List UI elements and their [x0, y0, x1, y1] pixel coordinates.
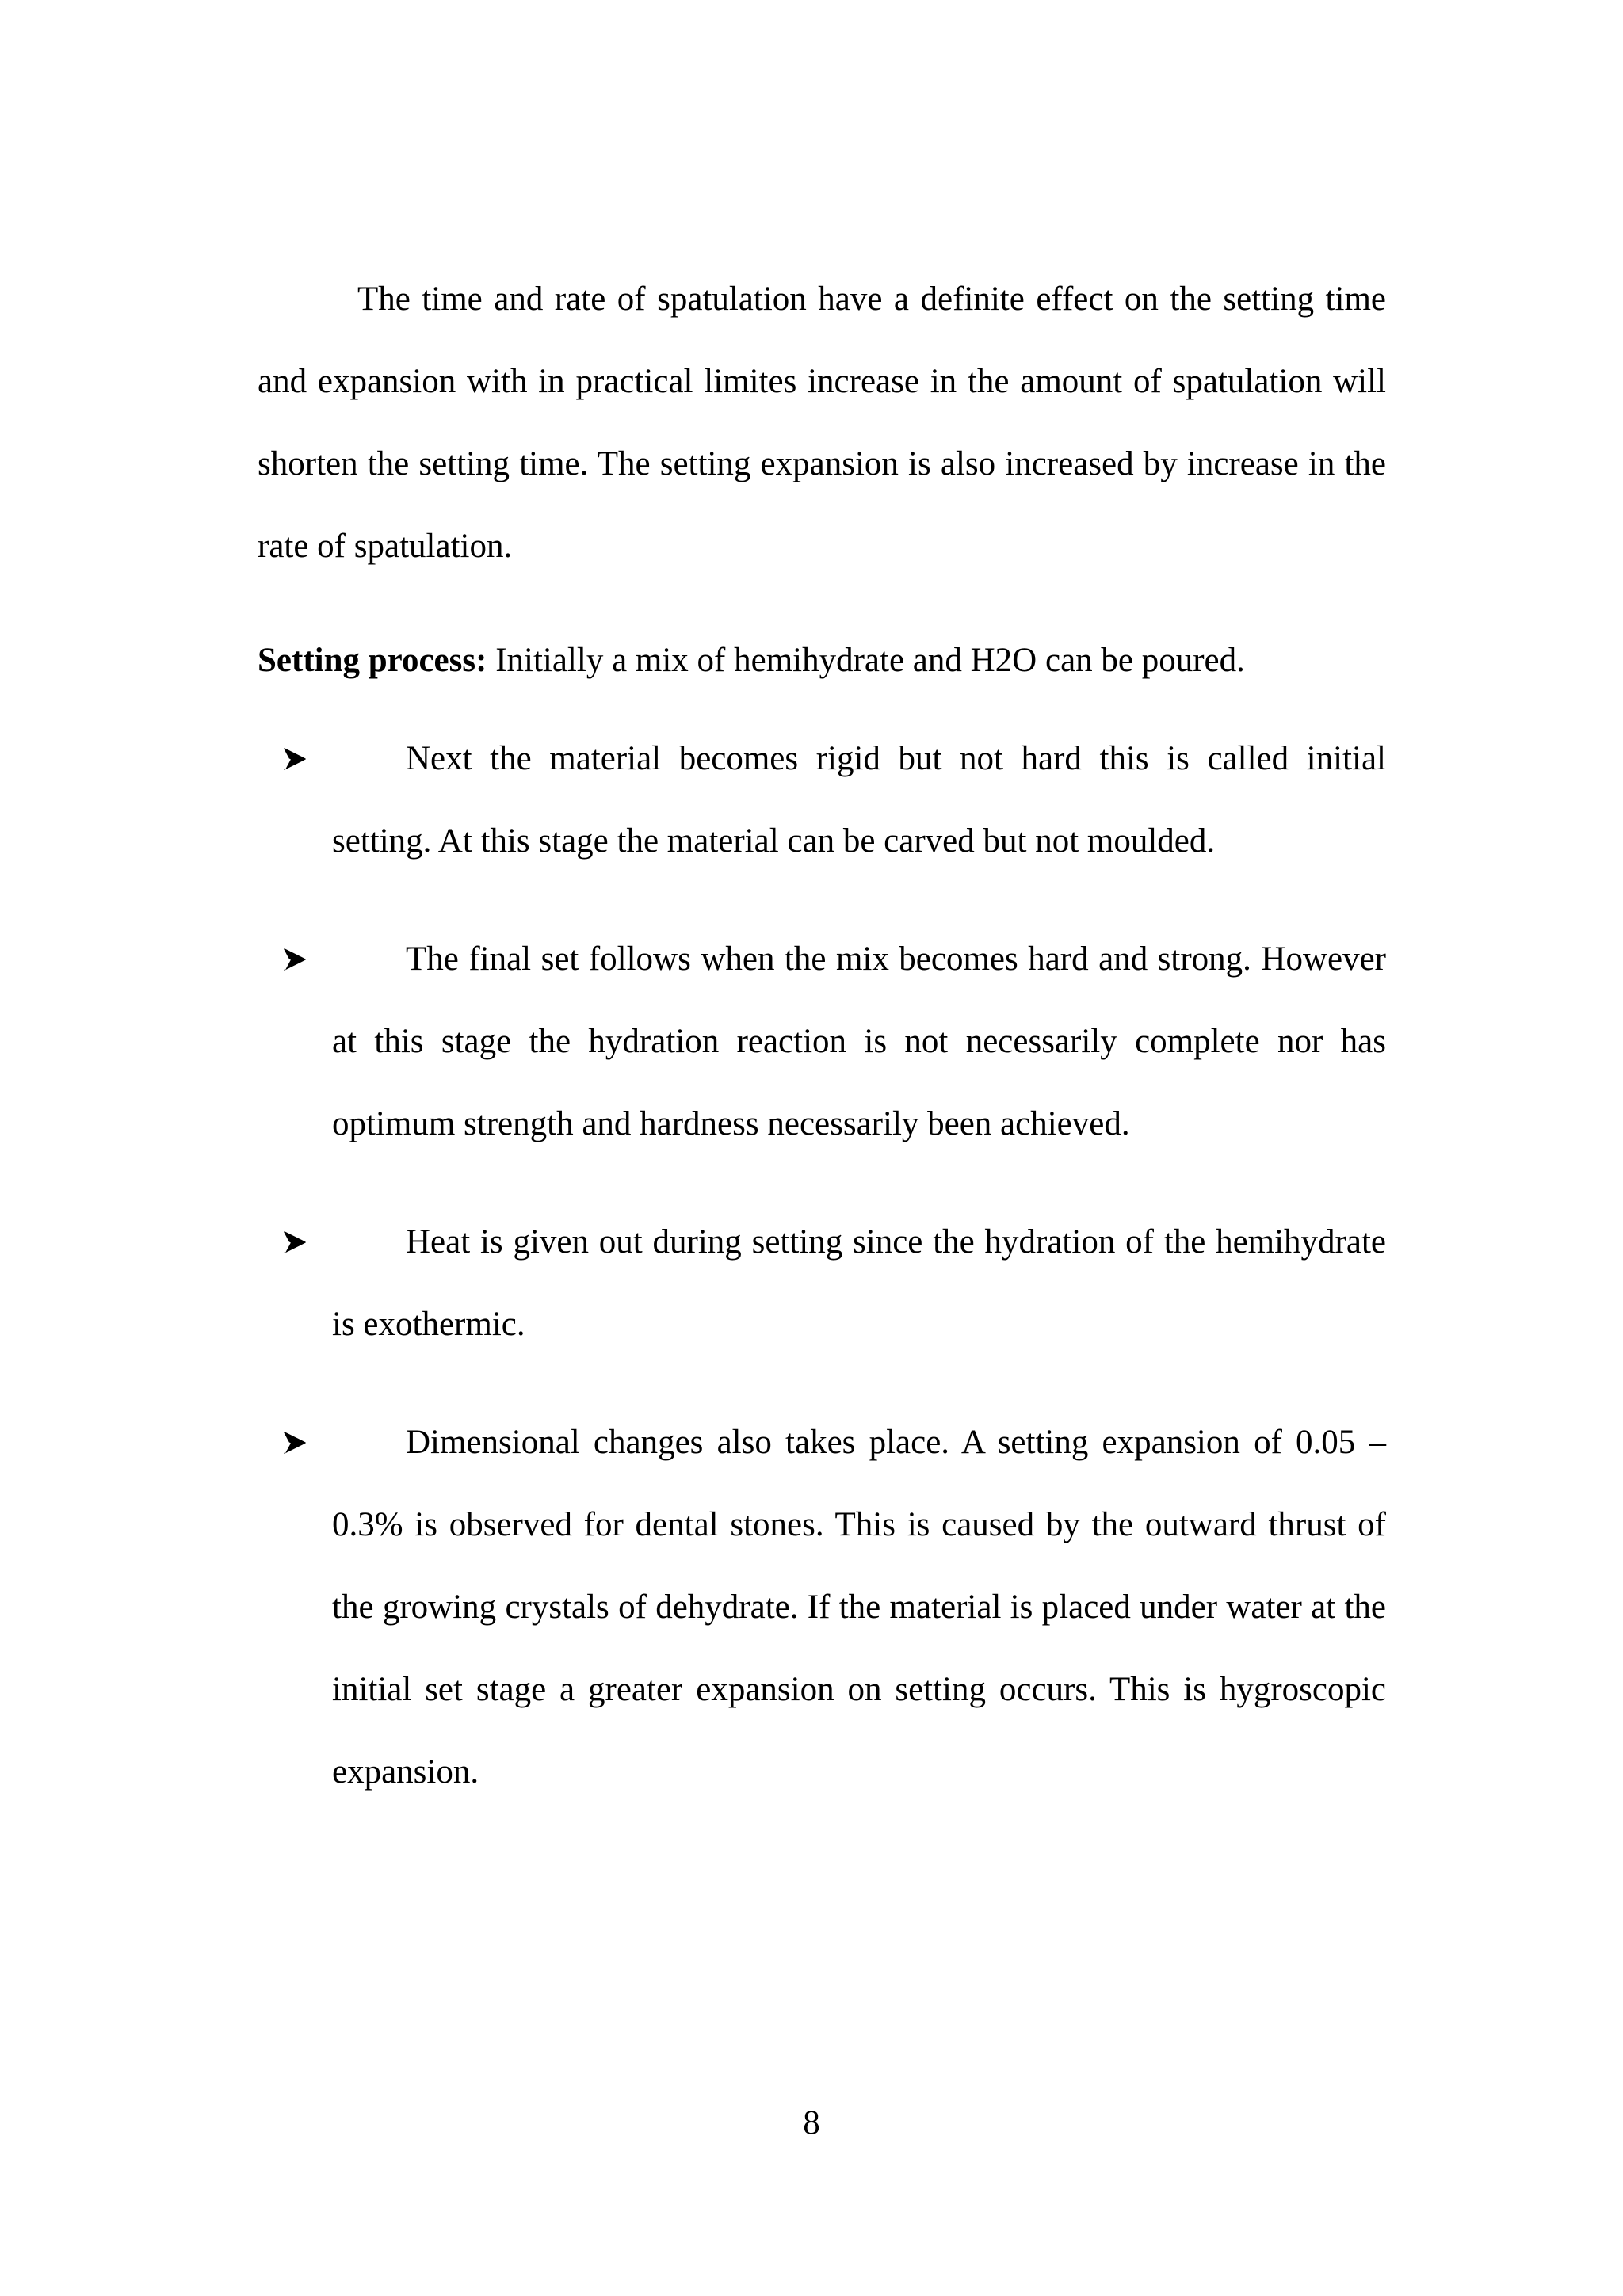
arrowhead-bullet-icon: [283, 718, 315, 800]
bullet-text: Heat is given out during setting since the hydration of the hemihydrate is exothermic.: [332, 1223, 1386, 1343]
bullet-text: Next the material becomes rigid but not hard this is called initial setting. At this stage the material can be carved but not moulded.: [332, 740, 1386, 860]
arrowhead-bullet-icon: [283, 918, 315, 1001]
page-number: 8: [803, 2104, 820, 2142]
arrowhead-bullet-icon: [283, 1402, 315, 1484]
setting-process-line: [258, 620, 1386, 702]
bullet-text: The final set follows when the mix becomes hard and strong. However at this stage the hydration reaction is not necessarily complete nor has optimum strength and hardness necessarily been achieved.: [332, 940, 1386, 1142]
setting-process-heading: Setting process:: [258, 642, 487, 679]
setting-process-text: Initially a mix of hemihydrate and H2O can be poured.: [487, 642, 1245, 679]
intro-paragraph: The time and rate of spatulation have a definite effect on the setting time and expansion with in practical limites increase in the amount of spatulation will shorten the setting time. The setting expansion is also increased by increase in the rate of spatulation.: [258, 280, 1386, 565]
arrowhead-bullet-icon: [283, 1201, 315, 1283]
bullet-text: Dimensional changes also takes place. A setting expansion of 0.05 – 0.3% is observed for dental stones. This is caused by the outward thrust of the growing crystals of dehydrate. If the material is placed under water at the initial set stage a greater expansion on setting occurs. This is hygroscopic expansion.: [332, 1424, 1386, 1791]
